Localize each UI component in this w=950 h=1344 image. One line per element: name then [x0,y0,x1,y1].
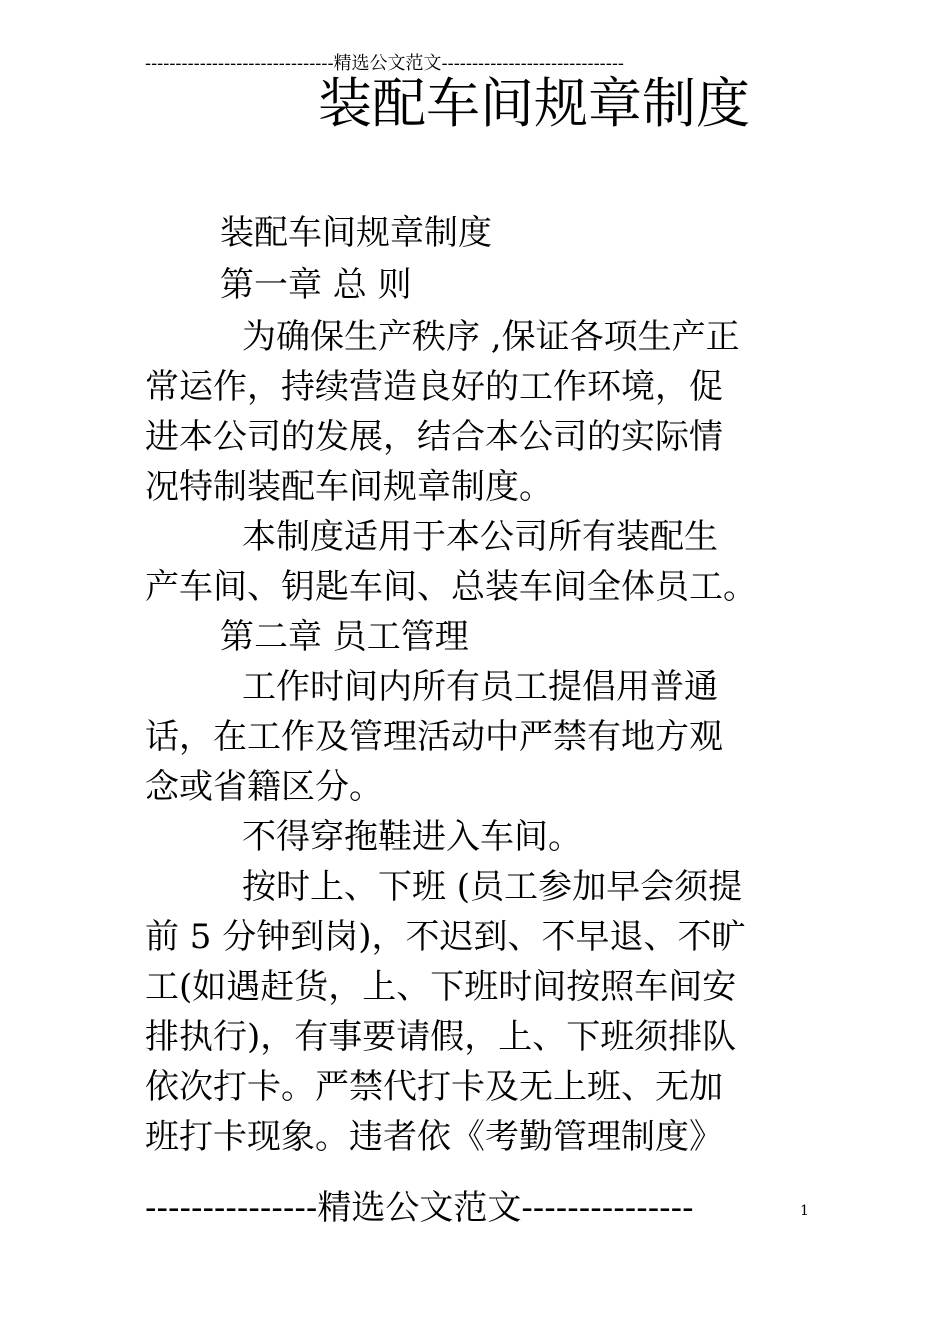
paragraph-line: 常运作，持续营造良好的工作环境，促 [145,367,723,407]
page-header: -------------------------------精选公文范文------------------------------ [145,53,625,74]
paragraph-line: 为确保生产秩序 ,保证各项生产正 [242,317,740,357]
paragraph-line: 工(如遇赶货，上、下班时间按照车间安 [145,967,737,1007]
page-number: 1 [800,1203,809,1219]
document-title: 装配车间规章制度 [318,72,750,135]
paragraph-line: 话，在工作及管理活动中严禁有地方观 [145,717,723,757]
chapter-heading: 第一章 总 则 [220,265,412,305]
paragraph-line: 前 5 分钟到岗)，不迟到、不早退、不旷 [145,917,746,957]
chapter-heading: 第二章 员工管理 [220,617,469,657]
paragraph-line: 排执行)，有事要请假，上、下班须排队 [145,1017,737,1057]
paragraph-line: 念或省籍区分。 [145,767,383,807]
subtitle-line: 装配车间规章制度 [220,213,492,253]
paragraph-line: 按时上、下班 (员工参加早会须提 [242,867,743,907]
paragraph-line: 班打卡现象。违者依《考勤管理制度》 [145,1117,723,1157]
page-footer: ---------------精选公文范文--------------- [145,1188,694,1228]
paragraph-line: 不得穿拖鞋进入车间。 [242,817,582,857]
paragraph-line: 本制度适用于本公司所有装配生 [242,517,718,557]
paragraph-line: 进本公司的发展，结合本公司的实际情 [145,417,723,457]
paragraph-line: 依次打卡。严禁代打卡及无上班、无加 [145,1067,723,1107]
paragraph-line: 工作时间内所有员工提倡用普通 [242,667,718,707]
paragraph-line: 况特制装配车间规章制度。 [145,467,553,507]
paragraph-line: 产车间、钥匙车间、总装车间全体员工。 [145,567,757,607]
